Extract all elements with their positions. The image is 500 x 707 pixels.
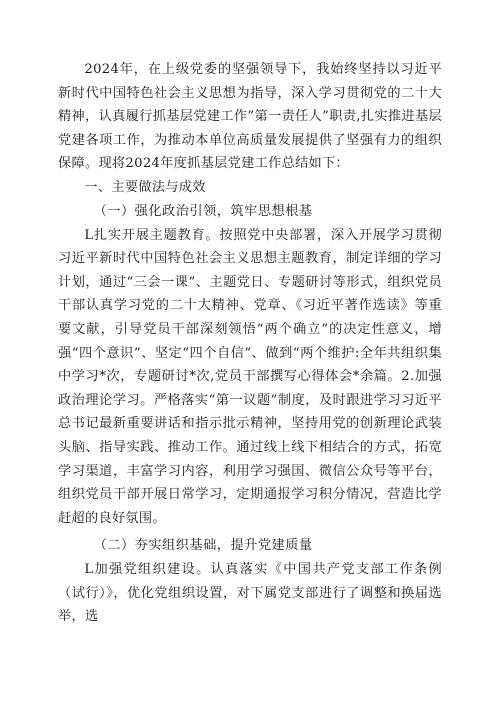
section-heading-main-practices: 一、主要做法与成效 <box>84 179 206 195</box>
subsection-heading-organization-foundation: （二）夯实组织基础，提升党建质量 <box>93 538 313 554</box>
intro-paragraph: 2024年，在上级党委的坚强领导下，我始终坚持以习近平新时代中国特色社会主义思想为指导，深入学习贯彻党的二十大精神，认真履行抓基层党建工作”第一责任人”职责,扎实推进基层党建各项工作，为推动本单位高质量发展提供了坚强有力的组织保障。现将2024年度抓基层党建工作总结如下： <box>58 62 442 172</box>
subsection-body-organization-foundation: L加强党组织建设。认真落实《中国共产党支部工作条例（试行）》，优化党组织设置，对下属党支部进行了调整和换届选举，选 <box>58 562 442 625</box>
subsection-body-political-guidance: L扎实开展主题教育。按照党中央部署，深入开展学习贯彻习近平新时代中国特色社会主义思想主题教育，制定详细的学习计划，通过“三会一课”、主题党日、专题研讨等形式，组织党员干部认真学习党的二十大精神、党章、《习近平著作选读》等重要文献，引导党员干部深刻领悟“两个确立”的决定性意义，增强“四个意识”、坚定“四个自信”、做到“两个维护:全年共组织集中学习*次，专题研讨*次,党员干部撰写心得体会*余篇。2.加强政治理论学习。严格落实“第一议题”制度，及时跟进学习习近平总书记最新重要讲话和指示批示精神，坚持用党的创新理论武装头脑、指导实践、推动工作。通过线上线下相结合的方式，拓宽学习渠道，丰富学习内容，利用学习强国、微信公众号等平台，组织党员干部开展日常学习，定期通报学习积分情况，营造比学赶超的良好氛围。 <box>58 227 442 526</box>
subsection-heading-political-guidance: （一）强化政治引领，筑牢思想根基 <box>93 203 313 219</box>
